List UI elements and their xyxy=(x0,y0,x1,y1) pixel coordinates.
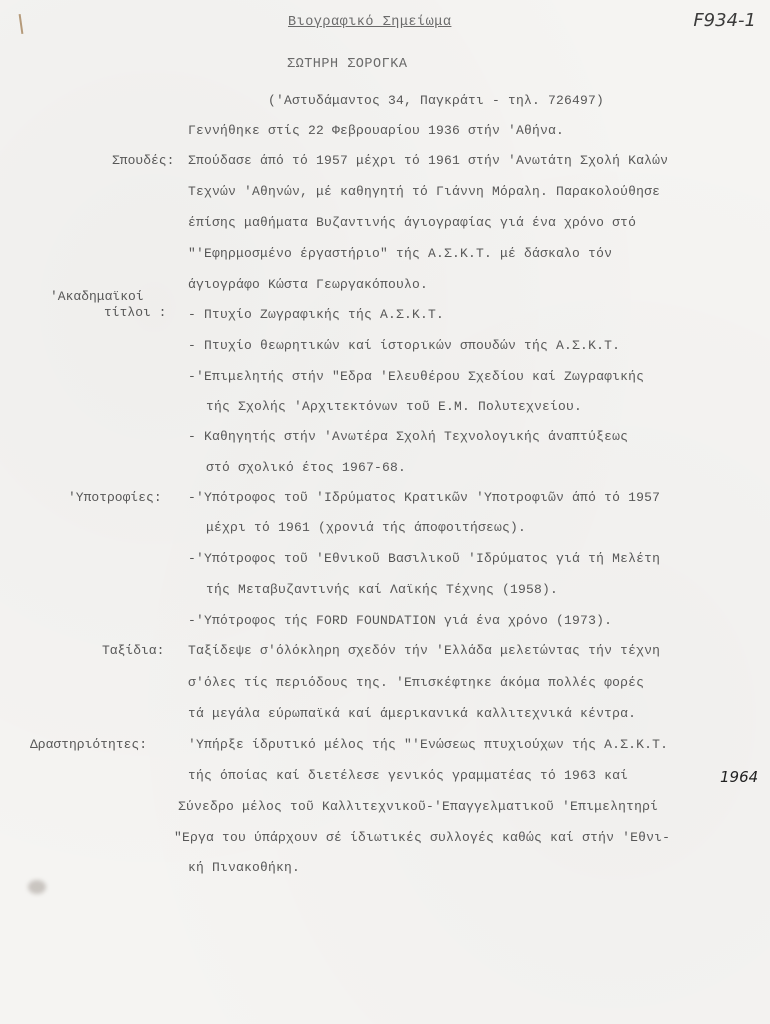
scholarship-line: τής Μεταβυζαντινής καί Λαϊκής Τέχνης (1958). xyxy=(206,582,559,597)
activity-line: 'Υπήρξε ίδρυτικό μέλος τής "'Ενώσεως πτυχιούχων τής Α.Σ.Κ.Τ. xyxy=(188,737,669,752)
academic-line: στό σχολικό έτος 1967-68. xyxy=(206,460,407,475)
scholarship-line: -'Υπότροφος τοῦ 'Ιδρύματος Κρατικῶν 'Υποτροφιῶν άπό τό 1957 xyxy=(188,490,661,505)
academic-line: τής Σχολής 'Αρχιτεκτόνων τοῦ Ε.Μ. Πολυτεχνείου. xyxy=(206,399,583,414)
travel-line: τά μεγάλα εύρωπαϊκά καί άμερικανικά καλλιτεχνικά κέντρα. xyxy=(188,706,637,721)
scholarship-line: -'Υπότροφος τοῦ 'Εθνικοῦ Βασιλικοῦ 'Ιδρύματος γιά τή Μελέτη xyxy=(188,551,661,566)
paper-stain xyxy=(28,880,46,894)
travel-line: Ταξίδεψε σ'όλόκληρη σχεδόν τήν 'Ελλάδα μελετώντας τήν τέχνη xyxy=(188,643,661,658)
activity-line: Σύνεδρο μέλος τοῦ Καλλιτεχνικοῦ-'Επαγγελματικοῦ 'Επιμελητηρί xyxy=(178,799,659,814)
academic-line: -'Επιμελητής στήν "Εδρα 'Ελευθέρου Σχεδίου καί Ζωγραφικής xyxy=(188,369,645,384)
reference-number: F934-1 xyxy=(693,10,756,31)
studies-line: άγιογράφο Κώστα Γεωργακόπουλο. xyxy=(188,277,429,292)
edge-mark xyxy=(19,14,24,34)
academic-line: - Καθηγητής στήν 'Ανωτέρα Σχολή Τεχνολογικής άναπτύξεως xyxy=(188,429,629,444)
academic-line: - Πτυχίο Ζωγραφικής τής Α.Σ.Κ.Τ. xyxy=(188,307,445,322)
scholarship-line: μέχρι τό 1961 (χρονιά τής άποφοιτήσεως). xyxy=(206,520,527,535)
studies-line: Σπούδασε άπό τό 1957 μέχρι τό 1961 στήν 'Ανωτάτη Σχολή Καλών xyxy=(188,153,669,168)
address-line: ('Αστυδάμαντος 34, Παγκράτι - τηλ. 726497) xyxy=(268,93,605,108)
handwritten-year: 1964 xyxy=(720,768,759,786)
label-travels: Ταξίδια: xyxy=(102,643,165,658)
label-academic: 'Ακαδημαϊκοί xyxy=(50,289,144,304)
scholarship-line: -'Υπότροφος τής FORD FOUNDATION γιά ένα χρόνο (1973). xyxy=(188,613,613,628)
studies-line: έπίσης μαθήματα Βυζαντινής άγιογραφίας γιά ένα χρόνο στό xyxy=(188,215,637,230)
academic-line: - Πτυχίο θεωρητικών καί ίστορικών σπουδών τής Α.Σ.Κ.Τ. xyxy=(188,338,621,353)
person-name: ΣΩΤΗΡΗ ΣΟΡΟΓΚΑ xyxy=(287,57,408,72)
label-studies: Σπουδές: xyxy=(112,153,175,168)
activity-line: τής όποίας καί διετέλεσε γενικός γραμματέας τό 1963 καί xyxy=(188,768,629,783)
label-scholarships: 'Υποτροφίες: xyxy=(68,490,162,505)
document-title: Βιογραφικό Σημείωμα xyxy=(288,15,452,30)
travel-line: σ'όλες τίς περιόδους της. 'Επισκέφτηκε άκόμα πολλές φορές xyxy=(188,675,645,690)
studies-line: "'Εφηρμοσμένο έργαστήριο" τής Α.Σ.Κ.Τ. μέ δάσκαλο τόν xyxy=(188,246,613,261)
activity-line: "Εργα του ύπάρχουν σέ ίδιωτικές συλλογές καθώς καί στήν 'Εθνι- xyxy=(174,830,671,845)
activity-line: κή Πινακοθήκη. xyxy=(188,860,301,875)
birth-line: Γεννήθηκε στίς 22 Φεβρουαρίου 1936 στήν 'Αθήνα. xyxy=(188,123,565,138)
studies-line: Τεχνών 'Αθηνών, μέ καθηγητή τό Γιάννη Μόραλη. Παρακολούθησε xyxy=(188,184,661,199)
label-academic-titles: τίτλοι : xyxy=(104,305,167,320)
label-activities: Δραστηριότητες: xyxy=(30,737,148,752)
